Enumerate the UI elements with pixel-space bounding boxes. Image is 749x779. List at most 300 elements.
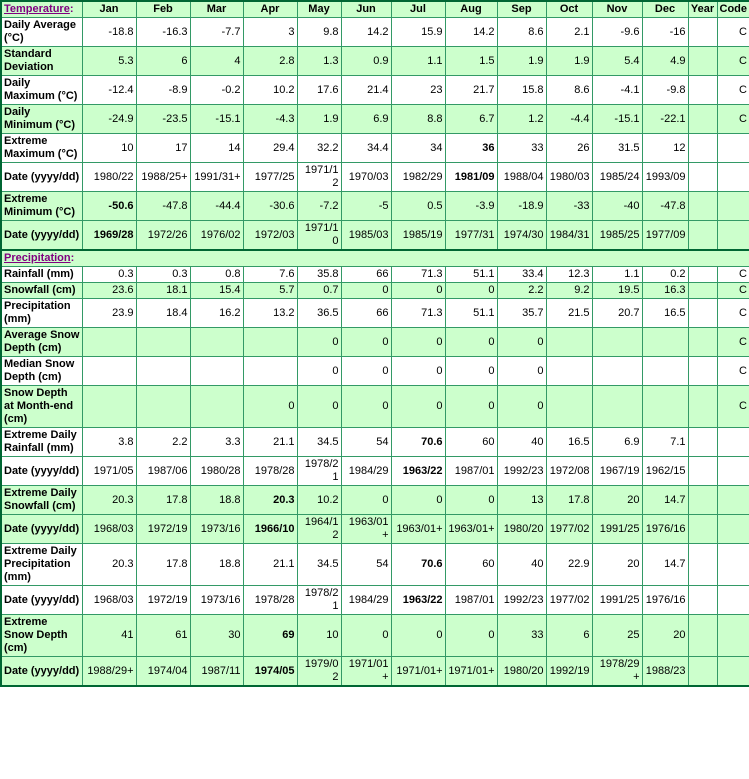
row-label: Extreme Daily Rainfall (mm)	[1, 428, 82, 457]
year-cell	[688, 18, 717, 47]
col-header-apr: Apr	[243, 1, 297, 18]
code-cell: C	[717, 328, 749, 357]
data-cell-nov: 19.5	[592, 283, 642, 299]
data-cell-nov: 5.4	[592, 47, 642, 76]
table-row	[1, 457, 749, 486]
data-cell-sep: 1988/04	[497, 163, 546, 192]
data-cell-aug: 21.7	[445, 76, 497, 105]
data-cell-jul: 0	[391, 386, 445, 428]
data-cell-apr: 1978/28	[243, 457, 297, 486]
data-cell-aug: 1977/31	[445, 221, 497, 251]
data-cell-dec: 1977/09	[642, 221, 688, 251]
data-cell-jun: 54	[341, 428, 391, 457]
data-cell-feb: -23.5	[136, 105, 190, 134]
data-cell-jul: 0	[391, 328, 445, 357]
data-cell-feb: 1988/25+	[136, 163, 190, 192]
data-cell-apr: -4.3	[243, 105, 297, 134]
row-label: Date (yyyy/dd)	[1, 515, 82, 544]
data-cell-may: 0	[297, 357, 341, 386]
code-cell: C	[717, 76, 749, 105]
table-row	[1, 105, 749, 134]
data-cell-apr: 13.2	[243, 299, 297, 328]
row-label: Average Snow Depth (cm)	[1, 328, 82, 357]
year-cell	[688, 221, 717, 251]
data-cell-jan: 1968/03	[82, 586, 136, 615]
row-label: Extreme Maximum (°C)	[1, 134, 82, 163]
data-cell-nov: 1978/29+	[592, 657, 642, 687]
data-cell-jan: 1988/29+	[82, 657, 136, 687]
data-cell-mar: 4	[190, 47, 243, 76]
data-cell-sep: 15.8	[497, 76, 546, 105]
table-row	[1, 134, 749, 163]
data-cell-oct: -4.4	[546, 105, 592, 134]
data-cell-aug: 0	[445, 328, 497, 357]
data-cell-mar: 1976/02	[190, 221, 243, 251]
data-cell-jun: 34.4	[341, 134, 391, 163]
precipitation-section-row	[1, 250, 749, 267]
code-cell	[717, 134, 749, 163]
code-cell: C	[717, 47, 749, 76]
data-cell-nov: 6.9	[592, 428, 642, 457]
data-cell-oct: 9.2	[546, 283, 592, 299]
data-cell-nov: -40	[592, 192, 642, 221]
data-cell-may: 10.2	[297, 486, 341, 515]
data-cell-mar: 15.4	[190, 283, 243, 299]
data-cell-oct: 1977/02	[546, 515, 592, 544]
data-cell-jul: 1971/01+	[391, 657, 445, 687]
data-cell-nov: 20.7	[592, 299, 642, 328]
data-cell-apr: 21.1	[243, 544, 297, 586]
data-cell-oct: 1977/02	[546, 586, 592, 615]
precipitation-section-colon: :	[70, 252, 75, 264]
row-label: Date (yyyy/dd)	[1, 221, 82, 251]
data-cell-sep: -18.9	[497, 192, 546, 221]
year-cell	[688, 486, 717, 515]
data-cell-jun: 6.9	[341, 105, 391, 134]
data-cell-mar: 18.8	[190, 486, 243, 515]
table-row	[1, 47, 749, 76]
data-cell-oct: -33	[546, 192, 592, 221]
data-cell-jun: 1971/01+	[341, 657, 391, 687]
row-label: Daily Maximum (°C)	[1, 76, 82, 105]
data-cell-aug: 14.2	[445, 18, 497, 47]
data-cell-may: 0	[297, 386, 341, 428]
data-cell-feb: 1972/19	[136, 586, 190, 615]
data-cell-may: 1964/12	[297, 515, 341, 544]
data-cell-dec: -47.8	[642, 192, 688, 221]
data-cell-may: 17.6	[297, 76, 341, 105]
data-cell-sep: 33	[497, 134, 546, 163]
data-cell-feb: -16.3	[136, 18, 190, 47]
data-cell-jun: 54	[341, 544, 391, 586]
row-label: Precipitation (mm)	[1, 299, 82, 328]
table-row	[1, 486, 749, 515]
data-cell-sep: 1992/23	[497, 586, 546, 615]
data-cell-jan: 3.8	[82, 428, 136, 457]
data-cell-oct: 1980/03	[546, 163, 592, 192]
data-cell-jul: 15.9	[391, 18, 445, 47]
data-cell-may: 36.5	[297, 299, 341, 328]
year-cell	[688, 283, 717, 299]
year-cell	[688, 47, 717, 76]
year-cell	[688, 76, 717, 105]
data-cell-jan: -50.6	[82, 192, 136, 221]
data-cell-jan: 23.9	[82, 299, 136, 328]
data-cell-apr: 21.1	[243, 428, 297, 457]
data-cell-sep: 0	[497, 357, 546, 386]
data-cell-dec: 16.3	[642, 283, 688, 299]
data-cell-feb: 18.1	[136, 283, 190, 299]
table-row	[1, 76, 749, 105]
data-cell-mar: 0.8	[190, 267, 243, 283]
data-cell-feb: 1972/26	[136, 221, 190, 251]
data-cell-nov: 1991/25	[592, 586, 642, 615]
data-cell-jun: 66	[341, 267, 391, 283]
data-cell-jan	[82, 357, 136, 386]
code-cell: C	[717, 267, 749, 283]
data-cell-jul: 0	[391, 283, 445, 299]
col-header-may: May	[297, 1, 341, 18]
row-label: Median Snow Depth (cm)	[1, 357, 82, 386]
col-header-nov: Nov	[592, 1, 642, 18]
data-cell-jan: 20.3	[82, 544, 136, 586]
temperature-section-link[interactable]: Temperature	[4, 3, 70, 15]
row-label: Snowfall (cm)	[1, 283, 82, 299]
col-header-jun: Jun	[341, 1, 391, 18]
data-cell-feb: 6	[136, 47, 190, 76]
year-cell	[688, 657, 717, 687]
data-cell-apr: 1978/28	[243, 586, 297, 615]
data-cell-jun: 0	[341, 486, 391, 515]
data-cell-aug: 0	[445, 283, 497, 299]
table-row	[1, 386, 749, 428]
data-cell-sep: 1.9	[497, 47, 546, 76]
data-cell-apr: 69	[243, 615, 297, 657]
data-cell-apr: 1972/03	[243, 221, 297, 251]
data-cell-jan	[82, 328, 136, 357]
data-cell-jan: -18.8	[82, 18, 136, 47]
data-cell-may: 34.5	[297, 428, 341, 457]
data-cell-oct: 1972/08	[546, 457, 592, 486]
data-cell-oct: 22.9	[546, 544, 592, 586]
code-cell: C	[717, 357, 749, 386]
data-cell-mar: 16.2	[190, 299, 243, 328]
data-cell-aug: 1.5	[445, 47, 497, 76]
col-header-dec: Dec	[642, 1, 688, 18]
data-cell-jun: 0	[341, 283, 391, 299]
data-cell-mar: 1973/16	[190, 515, 243, 544]
year-cell	[688, 357, 717, 386]
data-cell-aug: 0	[445, 386, 497, 428]
data-cell-jun: 1984/29	[341, 457, 391, 486]
code-cell	[717, 615, 749, 657]
table-row	[1, 357, 749, 386]
data-cell-may: 1971/10	[297, 221, 341, 251]
data-cell-jun: 66	[341, 299, 391, 328]
data-cell-aug: 51.1	[445, 299, 497, 328]
data-cell-mar: 1973/16	[190, 586, 243, 615]
data-cell-jan: 1969/28	[82, 221, 136, 251]
data-cell-oct	[546, 328, 592, 357]
code-cell	[717, 486, 749, 515]
data-cell-aug: 1981/09	[445, 163, 497, 192]
data-cell-mar	[190, 328, 243, 357]
data-cell-nov: 1985/24	[592, 163, 642, 192]
data-cell-jul: 34	[391, 134, 445, 163]
col-header-year: Year	[688, 1, 717, 18]
data-cell-apr: 2.8	[243, 47, 297, 76]
data-cell-dec: 1993/09	[642, 163, 688, 192]
year-cell	[688, 105, 717, 134]
table-row	[1, 192, 749, 221]
data-cell-oct: 16.5	[546, 428, 592, 457]
data-cell-apr: 1977/25	[243, 163, 297, 192]
row-label: Standard Deviation	[1, 47, 82, 76]
data-cell-jul: 0	[391, 615, 445, 657]
code-cell	[717, 457, 749, 486]
code-cell	[717, 515, 749, 544]
row-label: Snow Depth at Month-end (cm)	[1, 386, 82, 428]
data-cell-dec: 1962/15	[642, 457, 688, 486]
temperature-section-colon: :	[69, 3, 74, 15]
data-cell-jul: 0.5	[391, 192, 445, 221]
data-cell-mar: 1980/28	[190, 457, 243, 486]
year-cell	[688, 134, 717, 163]
data-cell-nov	[592, 328, 642, 357]
code-cell: C	[717, 386, 749, 428]
data-cell-feb: 2.2	[136, 428, 190, 457]
table-row	[1, 221, 749, 251]
data-cell-jun: 1985/03	[341, 221, 391, 251]
data-cell-jun: 1970/03	[341, 163, 391, 192]
code-cell	[717, 657, 749, 687]
data-cell-feb: 0.3	[136, 267, 190, 283]
table-row	[1, 18, 749, 47]
data-cell-mar: 1987/11	[190, 657, 243, 687]
data-cell-aug: 1971/01+	[445, 657, 497, 687]
data-cell-feb: 1972/19	[136, 515, 190, 544]
row-label: Extreme Daily Snowfall (cm)	[1, 486, 82, 515]
data-cell-nov: 20	[592, 486, 642, 515]
data-cell-aug: 1987/01	[445, 457, 497, 486]
data-cell-aug: 0	[445, 357, 497, 386]
data-cell-may: 0.7	[297, 283, 341, 299]
table-row	[1, 515, 749, 544]
data-cell-jan: -24.9	[82, 105, 136, 134]
data-cell-dec: 14.7	[642, 544, 688, 586]
code-cell	[717, 221, 749, 251]
year-cell	[688, 299, 717, 328]
data-cell-apr: 20.3	[243, 486, 297, 515]
data-cell-dec	[642, 386, 688, 428]
data-cell-feb: -8.9	[136, 76, 190, 105]
precipitation-section-link[interactable]: Precipitation	[4, 252, 71, 264]
data-cell-sep: 33.4	[497, 267, 546, 283]
data-cell-nov: 1991/25	[592, 515, 642, 544]
table-row	[1, 544, 749, 586]
data-cell-may: 1979/02	[297, 657, 341, 687]
data-cell-mar: 30	[190, 615, 243, 657]
data-cell-mar: 18.8	[190, 544, 243, 586]
year-cell	[688, 615, 717, 657]
data-cell-dec: 1976/16	[642, 586, 688, 615]
data-cell-mar: -7.7	[190, 18, 243, 47]
data-cell-jul: 1982/29	[391, 163, 445, 192]
data-cell-jul: 70.6	[391, 544, 445, 586]
data-cell-feb: 1974/04	[136, 657, 190, 687]
data-cell-nov: 31.5	[592, 134, 642, 163]
code-cell	[717, 586, 749, 615]
table-row	[1, 283, 749, 299]
row-label: Date (yyyy/dd)	[1, 657, 82, 687]
row-label: Daily Minimum (°C)	[1, 105, 82, 134]
data-cell-may: -7.2	[297, 192, 341, 221]
data-cell-sep: 2.2	[497, 283, 546, 299]
data-cell-apr: 29.4	[243, 134, 297, 163]
data-cell-may: 1971/12	[297, 163, 341, 192]
year-cell	[688, 163, 717, 192]
data-cell-jul: 71.3	[391, 267, 445, 283]
data-cell-jul: 1963/22	[391, 457, 445, 486]
year-cell	[688, 428, 717, 457]
code-cell: C	[717, 283, 749, 299]
data-cell-feb: 17	[136, 134, 190, 163]
code-cell	[717, 544, 749, 586]
row-label: Rainfall (mm)	[1, 267, 82, 283]
data-cell-jul: 0	[391, 357, 445, 386]
col-header-aug: Aug	[445, 1, 497, 18]
table-row	[1, 328, 749, 357]
row-label: Date (yyyy/dd)	[1, 457, 82, 486]
data-cell-jul: 1963/01+	[391, 515, 445, 544]
year-cell	[688, 328, 717, 357]
data-cell-may: 10	[297, 615, 341, 657]
data-cell-jun: 0	[341, 357, 391, 386]
data-cell-jan: 10	[82, 134, 136, 163]
data-cell-sep: 1992/23	[497, 457, 546, 486]
data-cell-mar: 14	[190, 134, 243, 163]
data-cell-nov: 1.1	[592, 267, 642, 283]
data-cell-feb: 18.4	[136, 299, 190, 328]
data-cell-mar: 1991/31+	[190, 163, 243, 192]
data-cell-feb	[136, 357, 190, 386]
data-cell-oct	[546, 386, 592, 428]
data-cell-dec	[642, 328, 688, 357]
row-label: Date (yyyy/dd)	[1, 586, 82, 615]
data-cell-aug: 0	[445, 615, 497, 657]
data-cell-dec: 7.1	[642, 428, 688, 457]
data-cell-oct: 12.3	[546, 267, 592, 283]
data-cell-jun: 0	[341, 386, 391, 428]
row-label: Extreme Snow Depth (cm)	[1, 615, 82, 657]
data-cell-may: 9.8	[297, 18, 341, 47]
table-row	[1, 299, 749, 328]
data-cell-jul: 71.3	[391, 299, 445, 328]
data-cell-jun: 21.4	[341, 76, 391, 105]
data-cell-apr: 0	[243, 386, 297, 428]
data-cell-may: 1978/21	[297, 457, 341, 486]
data-cell-mar: -15.1	[190, 105, 243, 134]
data-cell-sep: 1.2	[497, 105, 546, 134]
code-cell	[717, 428, 749, 457]
data-cell-sep: 1974/30	[497, 221, 546, 251]
data-cell-oct: 8.6	[546, 76, 592, 105]
data-cell-aug: -3.9	[445, 192, 497, 221]
data-cell-oct: 2.1	[546, 18, 592, 47]
data-cell-feb	[136, 328, 190, 357]
data-cell-jan: 1968/03	[82, 515, 136, 544]
data-cell-aug: 1987/01	[445, 586, 497, 615]
data-cell-oct: 26	[546, 134, 592, 163]
data-cell-sep: 8.6	[497, 18, 546, 47]
col-header-jul: Jul	[391, 1, 445, 18]
data-cell-jan: 0.3	[82, 267, 136, 283]
code-cell	[717, 163, 749, 192]
data-cell-oct: 1992/19	[546, 657, 592, 687]
data-cell-jul: 8.8	[391, 105, 445, 134]
data-cell-may: 34.5	[297, 544, 341, 586]
data-cell-aug: 36	[445, 134, 497, 163]
year-cell	[688, 192, 717, 221]
data-cell-jan: 41	[82, 615, 136, 657]
data-cell-dec: 4.9	[642, 47, 688, 76]
data-cell-jan: 5.3	[82, 47, 136, 76]
data-cell-dec: 0.2	[642, 267, 688, 283]
data-cell-nov: -9.6	[592, 18, 642, 47]
table-row	[1, 267, 749, 283]
year-cell	[688, 586, 717, 615]
table-row	[1, 615, 749, 657]
data-cell-jun: 14.2	[341, 18, 391, 47]
data-cell-jul: 0	[391, 486, 445, 515]
data-cell-dec: 20	[642, 615, 688, 657]
col-header-code: Code	[717, 1, 749, 18]
data-cell-apr: 5.7	[243, 283, 297, 299]
data-cell-jun: -5	[341, 192, 391, 221]
data-cell-jan	[82, 386, 136, 428]
data-cell-apr: 1974/05	[243, 657, 297, 687]
data-cell-jul: 23	[391, 76, 445, 105]
data-cell-oct: 1.9	[546, 47, 592, 76]
code-cell: C	[717, 18, 749, 47]
data-cell-may: 1978/21	[297, 586, 341, 615]
code-cell: C	[717, 105, 749, 134]
data-cell-aug: 60	[445, 428, 497, 457]
data-cell-may: 35.8	[297, 267, 341, 283]
data-cell-dec: -9.8	[642, 76, 688, 105]
data-cell-sep: 40	[497, 428, 546, 457]
data-cell-mar: 3.3	[190, 428, 243, 457]
data-cell-nov	[592, 386, 642, 428]
data-cell-jun: 0.9	[341, 47, 391, 76]
data-cell-may: 1.3	[297, 47, 341, 76]
data-cell-apr	[243, 328, 297, 357]
data-cell-oct: 17.8	[546, 486, 592, 515]
table-row	[1, 428, 749, 457]
table-header-row	[1, 1, 749, 18]
data-cell-jan: 20.3	[82, 486, 136, 515]
data-cell-dec: 1976/16	[642, 515, 688, 544]
data-cell-feb	[136, 386, 190, 428]
data-cell-nov: 20	[592, 544, 642, 586]
data-cell-nov	[592, 357, 642, 386]
col-header-oct: Oct	[546, 1, 592, 18]
data-cell-sep: 33	[497, 615, 546, 657]
data-cell-feb: 61	[136, 615, 190, 657]
data-cell-aug: 6.7	[445, 105, 497, 134]
data-cell-aug: 0	[445, 486, 497, 515]
data-cell-dec: 16.5	[642, 299, 688, 328]
